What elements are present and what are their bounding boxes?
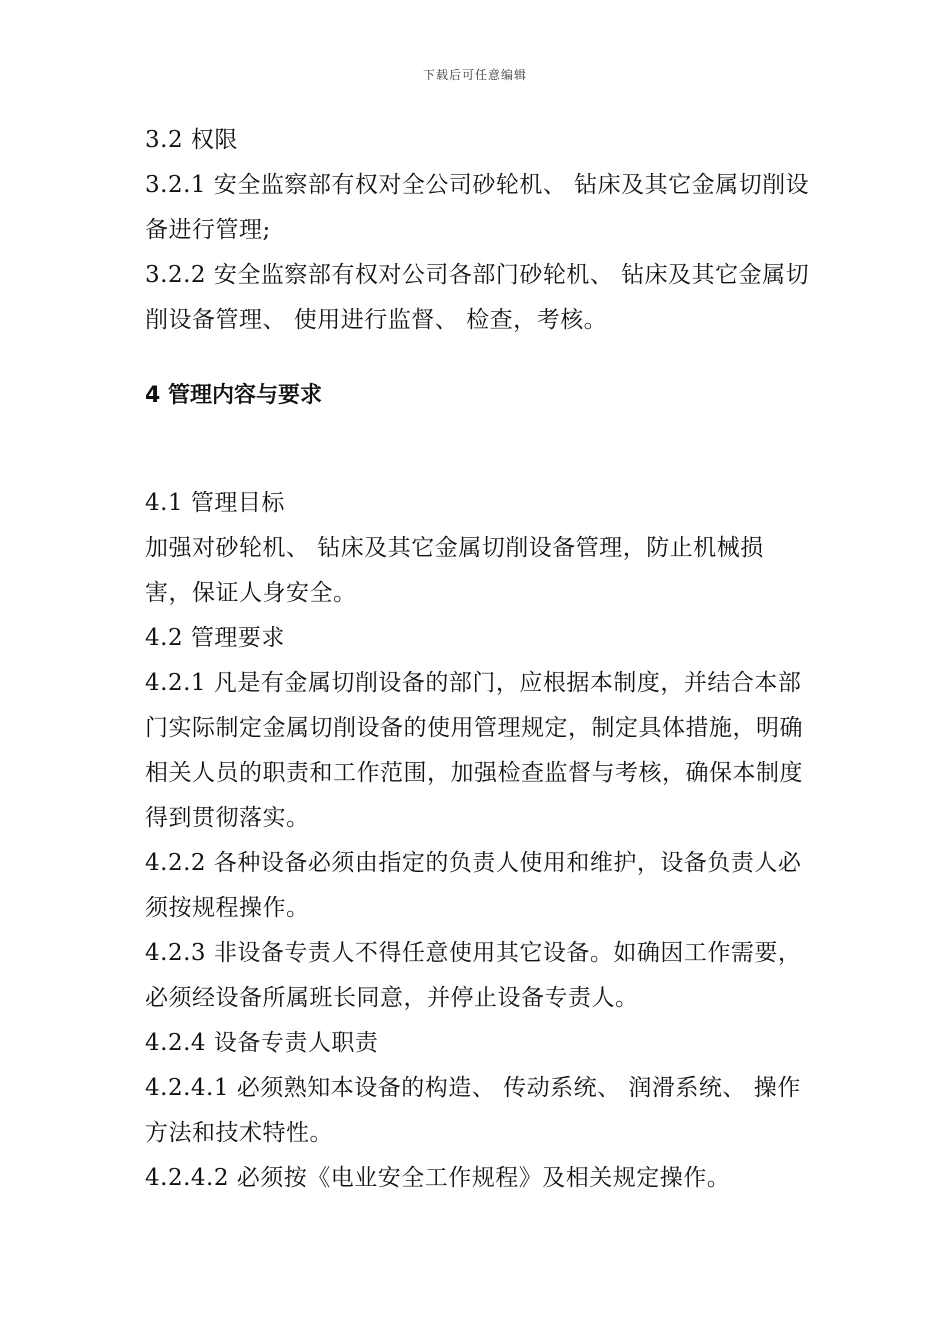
paragraph-4-2-4-2: 4.2.4.2 必须按《电业安全工作规程》及相关规定操作。 [145, 1165, 731, 1191]
paragraph-3-2-1: 3.2.1 安全监察部有权对全公司砂轮机、 钻床及其它金属切削设备进行管理; [145, 172, 810, 243]
paragraph-4-1: 加强对砂轮机、 钻床及其它金属切削设备管理，防止机械损害，保证人身安全。 [145, 535, 764, 606]
document-body [145, 118, 810, 1201]
paragraph-4-2-1: 4.2.1 凡是有金属切削设备的部门，应根据本制度，并结合本部门实际制定金属切削设备的使用管理规定，制定具体措施，明确相关人员的职责和工作范围，加强检查监督与考核，确保本制度得到贯彻落实。 [145, 670, 803, 831]
paragraph-4-2-4-1: 4.2.4.1 必须熟知本设备的构造、 传动系统、 润滑系统、 操作方法和技术特性。 [145, 1075, 801, 1146]
paragraph-4-2-3: 4.2.3 非设备专责人不得任意使用其它设备。如确因工作需要，必须经设备所属班长同意，并停止设备专责人。 [145, 940, 802, 1011]
spacer [145, 418, 810, 481]
paragraph-4-2-2: 4.2.2 各种设备必须由指定的负责人使用和维护，设备负责人必须按规程操作。 [145, 850, 802, 921]
section-4-1-title: 4.1 管理目标 [145, 490, 285, 516]
section-3-2-title: 3.2 权限 [145, 127, 238, 153]
section-4-heading: 4 管理内容与要求 [145, 383, 322, 408]
section-4-2-title: 4.2 管理要求 [145, 625, 285, 651]
paragraph-4-2-4: 4.2.4 设备专责人职责 [145, 1030, 379, 1056]
page-header-note: 下载后可任意编辑 [422, 68, 527, 82]
paragraph-3-2-2: 3.2.2 安全监察部有权对公司各部门砂轮机、 钻床及其它金属切削设备管理、 使用进行监督、 检查，考核。 [145, 262, 810, 333]
